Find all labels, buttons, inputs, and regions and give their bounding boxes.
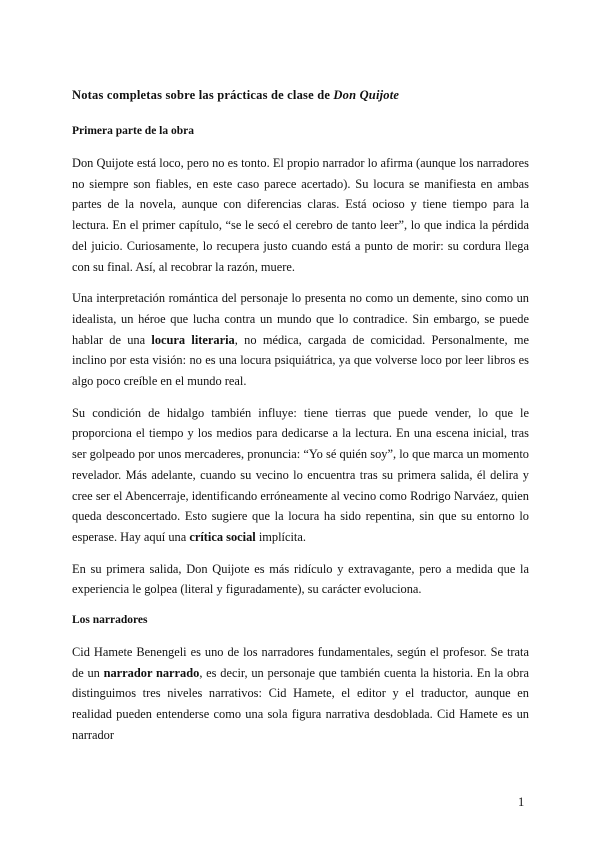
title-text: Notas completas sobre las prácticas de clase de [72, 88, 334, 102]
paragraph [72, 153, 529, 277]
text-run: Don Quijote está loco, pero no es tonto. El propio narrador lo afirma (aunque los narradores no siempre son fiables, en este caso parece acertado). Su locura se manifiesta en ambas partes de la novela, aunque con diferencias claras. Está ocioso y tiene tiempo para la lectura. En el primer capítulo, “se le secó el cerebro de tanto leer”, lo que indica la pérdida del juicio. Curiosamente, lo recupera justo cuando está a punto de morir: su cordura llega con su final. Así, al recobrar la razón, muere. [72, 156, 529, 274]
section-heading: Los narradores [72, 614, 148, 627]
text-run: Su condición de hidalgo también influye: tiene tierras que puede vender, lo que le proporciona el tiempo y los medios para dedicarse a la lectura. En una escena inicial, tras ser golpeado por unos mercaderes, pronuncia: “Yo sé quién soy”, lo que marca un momento revelador. Más adelante, cuando su vecino lo encuentra tras su primera salida, él delira y cree ser el Abencerraje, identificando erróneamente al vecino como Rodrigo Narváez, quien queda desconcertado. Esto sugiere que la locura ha sido repentina, sin que su entorno lo esperase. Hay aquí una [72, 405, 529, 544]
paragraph [72, 403, 529, 548]
text-run: Cid Hamete Benengeli es uno de los narradores fundamentales, según el profesor. Se trata de un [72, 645, 529, 680]
section-heading: Primera parte de la obra [72, 125, 194, 137]
text-run: Una interpretación romántica del personaje lo presenta no como un demente, sino como un idealista, un héroe que lucha contra un mundo que lo contradice. Sin embargo, se puede hablar de una [72, 291, 529, 347]
bold-term: narrador narrado [103, 665, 200, 680]
page-number: 1 [518, 795, 525, 809]
text-run: En su primera salida, Don Quijote es más ridículo y extravagante, pero a medida que la experiencia le golpea (literal y figuradamente), su carácter evoluciona. [72, 561, 529, 597]
paragraph [72, 559, 529, 600]
document-body [72, 122, 529, 746]
text-run: implícita. [255, 529, 306, 544]
title-italic-text: Don Quijote [333, 88, 400, 102]
text-run: , no médica, cargada de comicidad. Personalmente, me inclino por esta visión: no es una locura psiquiátrica, ya que volverse loco por leer libros es algo poco creíble en el mundo real. [72, 332, 529, 389]
document-page [72, 86, 529, 757]
paragraph [72, 288, 529, 392]
text-run: , es decir, un personaje que también cuenta la historia. En la obra distinguimos tres niveles narrativos: Cid Hamete, el editor y el traductor, aunque en realidad pueden entenderse como una sola figura narrativa desdoblada. Cid Hamete es un narrador [72, 665, 530, 742]
bold-term: locura literaria [151, 332, 235, 347]
bold-term: crítica social [189, 529, 256, 544]
paragraph [72, 642, 529, 746]
document-title [72, 86, 529, 104]
